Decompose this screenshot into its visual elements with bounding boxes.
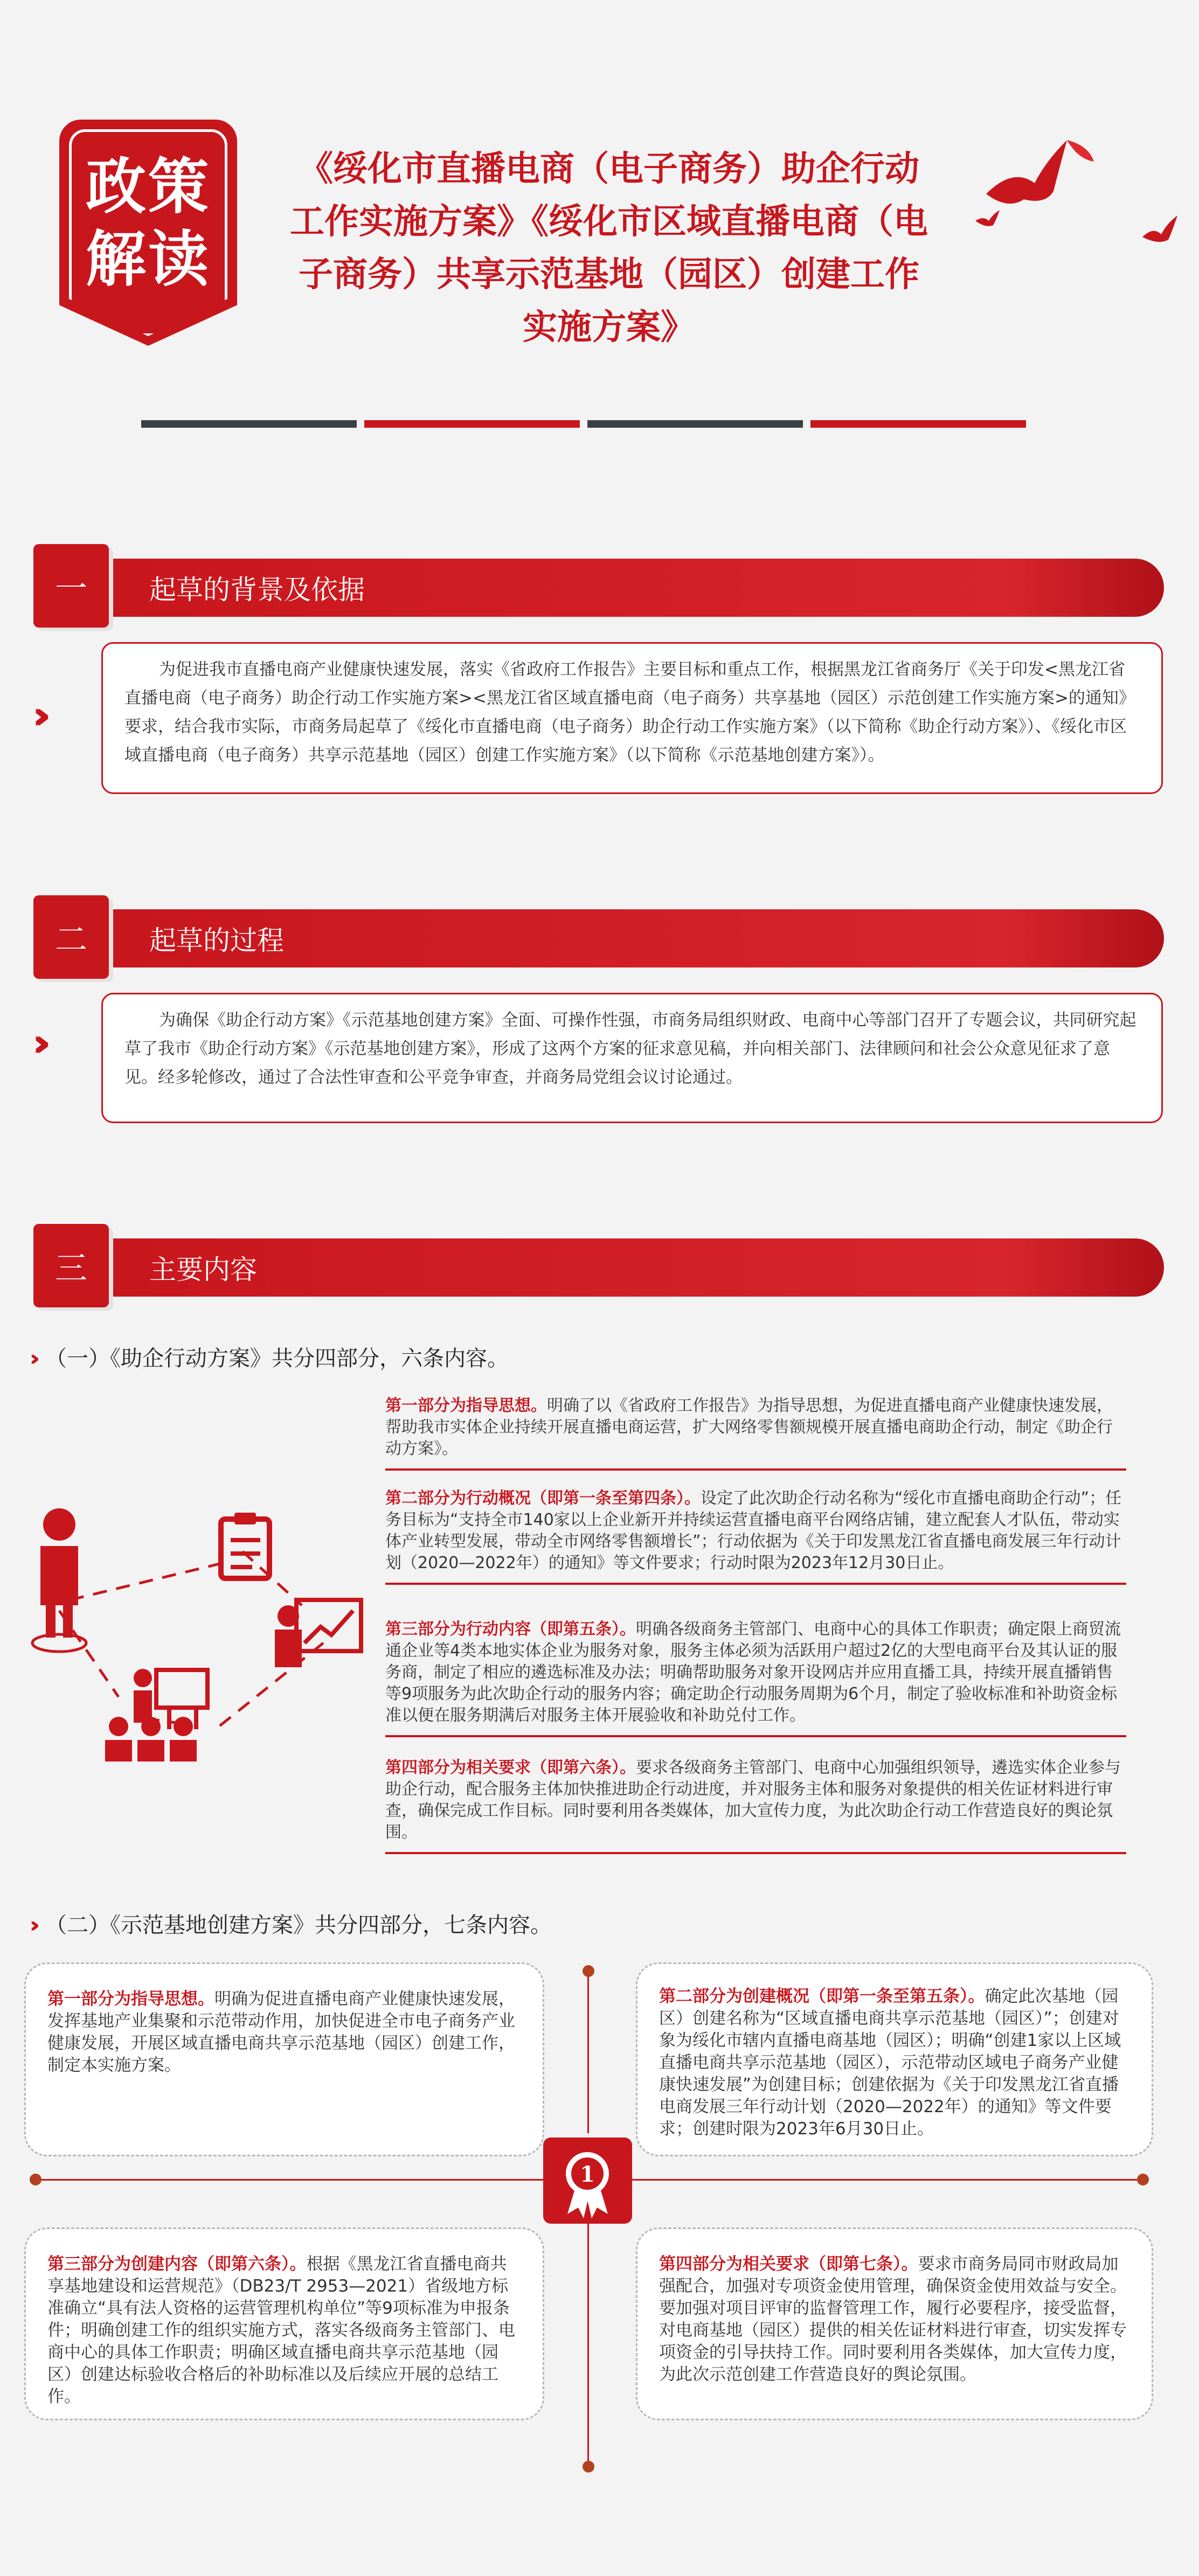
- section-number: 三: [33, 1224, 109, 1307]
- section-body: 为确保《助企行动方案》《示范基地创建方案》全面、可操作性强，市商务局组织财政、电商中心等部门召开了专题会议，共同研究起草了我市《助企行动方案》《示范基地创建方案》，形成了这两个方案的征求意见稿，并向相关部门、法律顾问和社会公众意见征求了意见。经多轮修改，通过了合法性审查和公平竞争审查，并商务局党组会议讨论通过。: [101, 993, 1163, 1123]
- chevron-right-icon: ›››: [32, 1021, 37, 1065]
- award-medal-icon: [551, 2144, 624, 2219]
- section-body: 为促进我市直播电商产业健康快速发展，落实《省政府工作报告》主要目标和重点工作，根据黑龙江省商务厅《关于印发<黑龙江省直播电商（电子商务）助企行动工作实施方案><黑龙江省区域直播电商（电子商务）共享基地（园区）示范创建工作实施方案>的通知》要求，结合我市实际，市商务局起草了《绥化市直播电商（电子商务）助企行动工作实施方案》（以下简称《助企行动方案》）、《绥化市区域直播电商（电子商务）共享示范基地（园区）创建工作实施方案》（以下简称《示范基地创建方案》）。: [101, 642, 1163, 794]
- presentation-chart-icon: [275, 1600, 361, 1667]
- divider-bar: [810, 420, 1026, 428]
- subsection-heading: ›› （二）《示范基地创建方案》共分四部分，七条内容。: [30, 1913, 552, 1938]
- section-title: 起草的背景及依据: [110, 559, 1164, 617]
- section-number: 一: [33, 544, 109, 628]
- connector-dot: [1137, 2174, 1149, 2185]
- medal-number: 1: [580, 2162, 595, 2187]
- connector-line: [587, 1972, 589, 2133]
- plan1-item: 第四部分为相关要求（即第六条）。要求各级商务主管部门、电商中心加强组织领导，遴选实体企业参与助企行动，配合服务主体加快推进助企行动进度，并对服务主体和服务对象提供的相关佐证材料进行审查，确保完成工作目标。同时要利用各类媒体，加大宣传力度，为此次助企行动工作营造良好的舆论氛围。: [385, 1757, 1126, 1854]
- plan1-item: 第二部分为行动概况（即第一条至第四条）。设定了此次助企行动名称为“绥化市直播电商助企行动”；任务目标为“支持全市140家以上企业新开并持续运营直播电商平台网络店铺，建立配套人才队伍，带动实体产业转型发展，带动全市网络零售额增长”；行动依据为《关于印发黑龙江省直播电商发展三年行动计划（2020—2022年）的通知》等文件要求；行动时限为2023年12月30日止。: [385, 1488, 1126, 1585]
- section-number: 二: [33, 895, 109, 979]
- plan1-item: 第三部分为行动内容（即第五条）。明确各级商务主管部门、电商中心的具体工作职责；确定限上商贸流通企业等4类本地实体企业为服务对象，服务主体必须为活跃用户超过2亿的大型电商平台及其认证的服务商，制定了相应的遴选标准及办法；明确帮助服务对象开设网店并应用直播工具，持续开展直播销售等9项服务为此次助企行动的服务内容；确定助企行动服务周期为6个月，制定了验收标准和补助资金标准以便在服务期满后对服务主体开展验收和补助兑付工作。: [385, 1619, 1126, 1737]
- plan2-item: 第一部分为指导思想。明确为促进直播电商产业健康快速发展，发挥基地产业集聚和示范带动作用，加快促进全市电子商务产业健康发展，开展区域直播电商共享示范基地（园区）创建工作，制定本实施方案。: [24, 1962, 544, 2156]
- connector-dot: [583, 1965, 594, 1977]
- businessman-icon: [32, 1508, 86, 1652]
- subsection-heading: ›› （一）《助企行动方案》共分四部分，六条内容。: [30, 1346, 509, 1371]
- policy-badge-text: 政策 解读: [86, 152, 211, 295]
- section-title: 起草的过程: [110, 909, 1164, 967]
- chevron-right-icon: ››: [30, 1913, 32, 1938]
- connector-line: [587, 2224, 589, 2466]
- plan1-item: 第一部分为指导思想。明确了以《省政府工作报告》为指导思想，为促进直播电商产业健康快速发展，帮助我市实体企业持续开展直播电商运营，扩大网络零售额规模开展直播电商助企行动，制定《助企行动方案》。: [385, 1395, 1126, 1471]
- divider-bar: [141, 420, 357, 428]
- connector-dot: [30, 2174, 41, 2185]
- audience-icon: [105, 1717, 197, 1762]
- section-title: 主要内容: [110, 1238, 1164, 1297]
- divider-bar: [587, 420, 803, 428]
- divider-bar: [364, 420, 580, 428]
- network-people-illustration: [22, 1465, 377, 1767]
- connector-dot: [583, 2461, 594, 2473]
- flying-birds-icon: [965, 129, 1180, 269]
- page-title: 《绥化市直播电商（电子商务）助企行动工作实施方案》《绥化市区域直播电商（电子商务）共享示范基地（园区）创建工作实施方案》: [290, 149, 928, 347]
- chevron-right-icon: ›››: [32, 693, 37, 737]
- chevron-right-icon: ››: [30, 1346, 32, 1371]
- plan2-item: 第四部分为相关要求（即第七条）。要求市商务局同市财政局加强配合，加强对专项资金使用管理，确保资金使用效益与安全。要加强对项目评审的监督管理工作，履行必要程序，接受监督，对电商基地（园区）提供的相关佐证材料进行审查，切实发挥专项资金的引导扶持工作。同时要利用各类媒体，加大宣传力度，为此次示范创建工作营造良好的舆论氛围。: [636, 2227, 1153, 2420]
- plan2-item: 第三部分为创建内容（即第六条）。根据《黑龙江省直播电商共享基地建设和运营规范》（DB23/T 2953—2021）省级地方标准确立“具有法人资格的运营管理机构单位”等9项标准为申报条件；明确创建工作的组织实施方式，落实各级商务主管部门、电商中心的具体工作职责；明确区域直播电商共享示范基地（园区）创建达标验收合格后的补助标准以及后续应开展的总结工作。: [24, 2227, 544, 2420]
- plan2-item: 第二部分为创建概况（即第一条至第五条）。确定此次基地（园区）创建名称为“区域直播电商共享示范基地（园区）”；创建对象为绥化市辖内直播电商基地（园区）；明确“创建1家以上区域直播电商共享示范基地（园区），示范带动区域电子商务产业健康快速发展”为创建目标；创建依据为《关于印发黑龙江省直播电商发展三年行动计划（2020—2022年）的通知》等文件要求；创建时限为2023年6月30日止。: [636, 1962, 1153, 2156]
